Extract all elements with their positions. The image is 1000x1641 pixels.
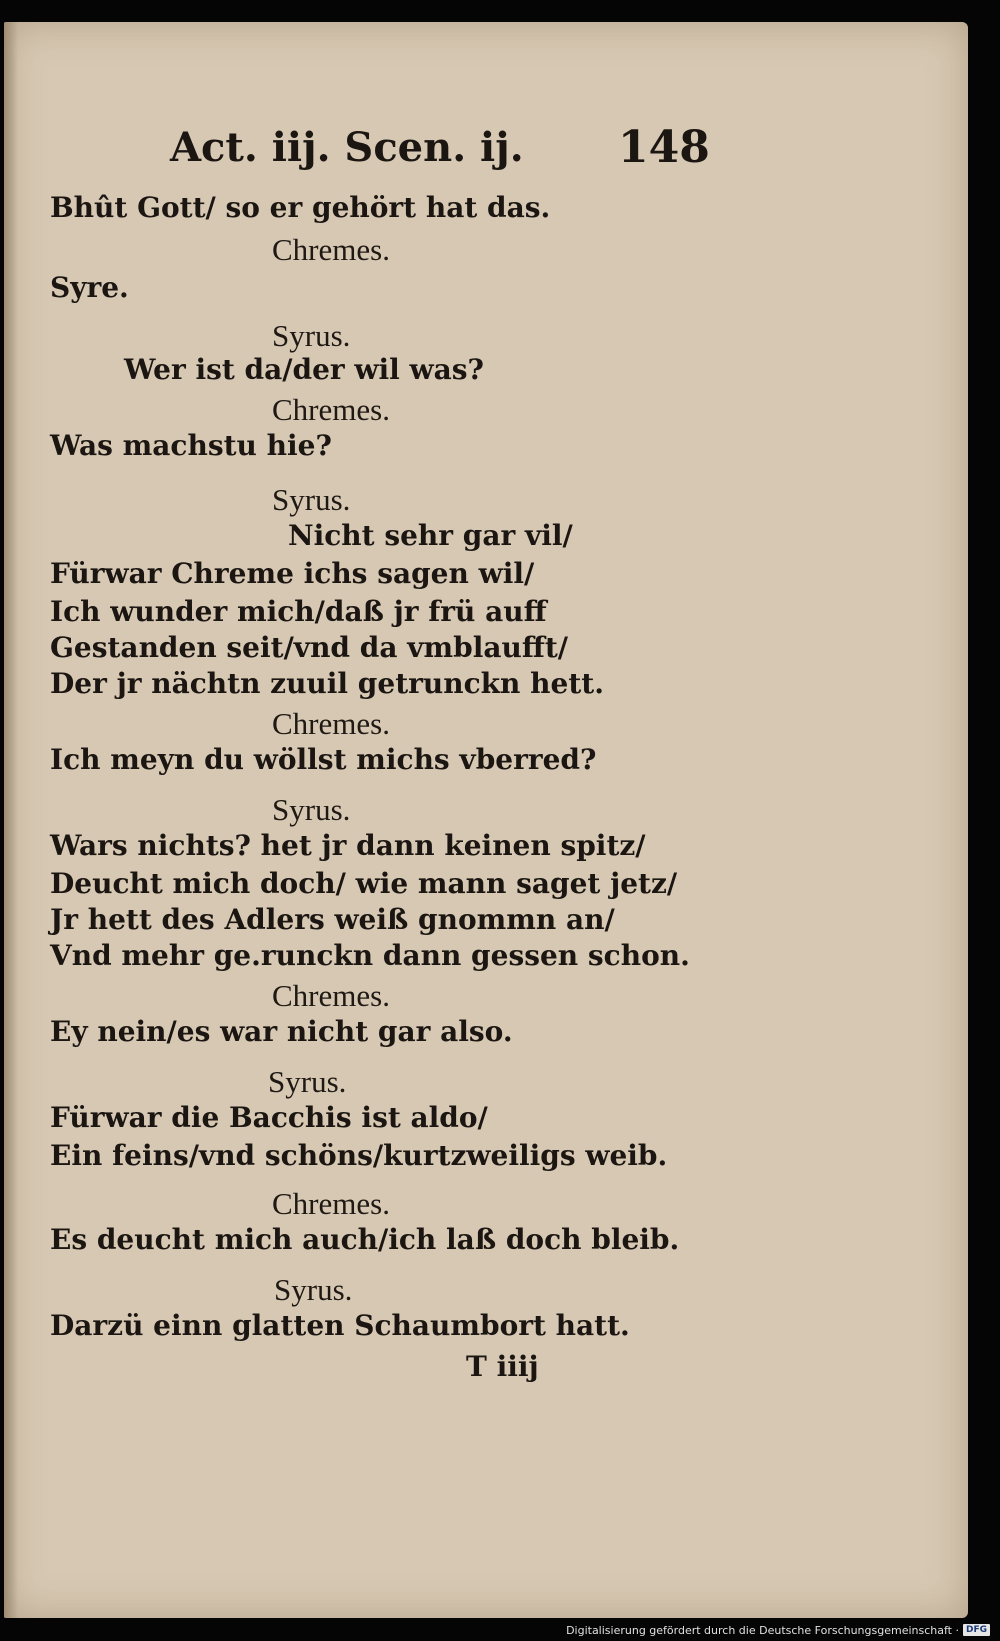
verse-line: Der jr nächtn zuuil getrunckn hett. bbox=[50, 667, 604, 700]
signature-mark: T iiij bbox=[466, 1350, 539, 1383]
verse-line: Fürwar die Bacchis ist aldo/ bbox=[50, 1101, 488, 1134]
page-number: 148 bbox=[618, 122, 710, 173]
credit-text: Digitalisierung gefördert durch die Deutsche Forschungsgemeinschaft · bbox=[566, 1623, 959, 1637]
running-head: Act. iij. Scen. ij. bbox=[170, 124, 524, 171]
verse-line: Vnd mehr ge.runckn dann gessen schon. bbox=[50, 939, 690, 972]
verse-line: Ich meyn du wöllst michs vberred? bbox=[50, 743, 597, 776]
speaker-name: Syrus. bbox=[272, 482, 351, 517]
verse-line: Ey nein/es war nicht gar also. bbox=[50, 1015, 513, 1048]
verse-line: Was machstu hie? bbox=[50, 429, 332, 462]
verse-line: Jr hett des Adlers weiß gnommn an/ bbox=[50, 903, 615, 936]
verse-line: Deucht mich doch/ wie mann saget jetz/ bbox=[50, 867, 678, 900]
book-page bbox=[4, 22, 968, 1618]
speaker-name: Chremes. bbox=[272, 978, 390, 1013]
speaker-name: Syrus. bbox=[268, 1064, 347, 1099]
speaker-name: Syrus. bbox=[272, 318, 351, 353]
verse-line: Wer ist da/der wil was? bbox=[124, 353, 484, 386]
verse-line: Syre. bbox=[50, 271, 129, 304]
verse-line: Wars nichts? het jr dann keinen spitz/ bbox=[50, 829, 646, 862]
verse-line: Es deucht mich auch/ich laß doch bleib. bbox=[50, 1223, 680, 1256]
verse-line: Nicht sehr gar vil/ bbox=[288, 519, 573, 552]
verse-line: Fürwar Chreme ichs sagen wil/ bbox=[50, 557, 535, 590]
verse-line: Darzü einn glatten Schaumbort hatt. bbox=[50, 1309, 630, 1342]
dfg-logo: DFG bbox=[963, 1624, 990, 1636]
speaker-name: Chremes. bbox=[272, 232, 390, 267]
digitization-credit bbox=[566, 1621, 990, 1639]
speaker-name: Syrus. bbox=[274, 1272, 353, 1307]
speaker-name: Chremes. bbox=[272, 1186, 390, 1221]
verse-line: Gestanden seit/vnd da vmblaufft/ bbox=[50, 631, 568, 664]
speaker-name: Syrus. bbox=[272, 792, 351, 827]
verse-line: Bhût Gott/ so er gehört hat das. bbox=[50, 191, 551, 224]
speaker-name: Chremes. bbox=[272, 392, 390, 427]
verse-line: Ich wunder mich/daß jr frü auff bbox=[50, 595, 547, 628]
speaker-name: Chremes. bbox=[272, 706, 390, 741]
verse-line: Ein feins/vnd schöns/kurtzweiligs weib. bbox=[50, 1139, 668, 1172]
